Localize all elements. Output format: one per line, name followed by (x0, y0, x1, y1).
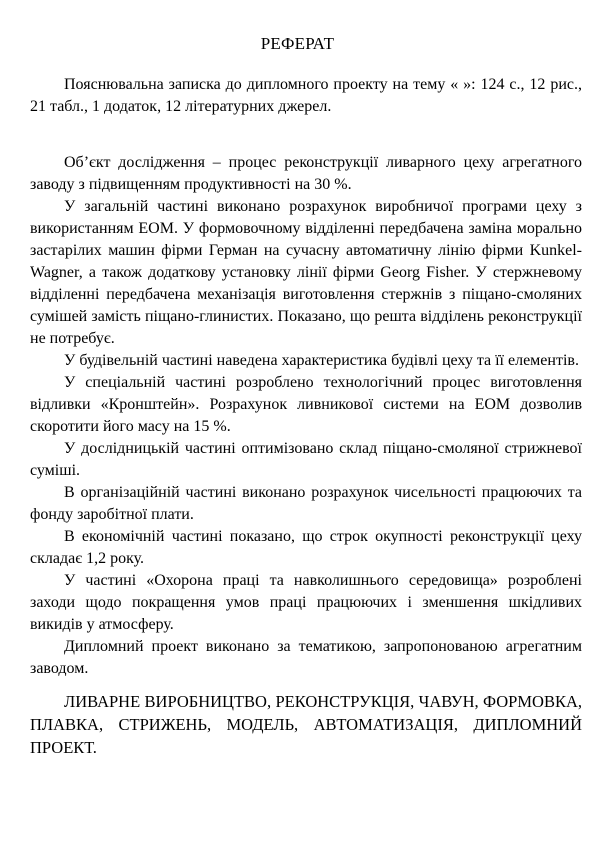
paragraph-economic-part: В економічній частині показано, що строк окупності реконструкції цеху складає 1,2 року. (30, 528, 582, 567)
paragraph-organizational-part: В організаційній частині виконано розрахунок чисельності працюючих та фонду заробітної плати. (30, 484, 582, 523)
keywords: ЛИВАРНЕ ВИРОБНИЦТВО, РЕКОНСТРУКЦІЯ, ЧАВУН, ФОРМОВКА, ПЛАВКА, СТРИЖЕНЬ, МОДЕЛЬ, АВТОМАТИЗАЦІЯ, ДИПЛОМНИЙ ПРОЕКТ. (30, 692, 582, 757)
paragraph-construction-part: У будівельній частині наведена характеристика будівлі цеху та її елементів. (64, 352, 579, 369)
intro-paragraph: Пояснювальна записка до дипломного проекту на тему « »: 124 с., 12 рис., 21 табл., 1 додаток, 12 літературних джерел. (30, 76, 582, 115)
abstract-body (30, 152, 582, 680)
paragraph-special-part: У спеціальній частині розроблено технологічний процес виготовлення відливки «Кронштейн». Розрахунок ливникової системи на ЕОМ дозволив скоротити його масу на 15 %. (30, 374, 582, 435)
paragraph-general-part: У загальній частині виконано розрахунок виробничої програми цеху з використанням ЕОМ. У формовочному відділенні передбачена заміна морально застарілих машин фірми Герман на сучасну автоматичну лінію фірми Kunkel-Wagner, а також додаткову установку лінії фірми Georg Fisher. У стержневому відділенні передбачена механізація виготовлення стержнів з піщано-смоляних сумішей замість піщано-глинистих. Показано, що решта відділень реконструкції не потребує. (30, 198, 582, 347)
paragraph-conclusion: Дипломний проект виконано за тематикою, запропонованою агрегатним заводом. (30, 638, 582, 677)
paragraph-safety-part: У частині «Охорона праці та навколишнього середовища» розроблені заходи щодо покращення умов праці працюючих і зменшення шкідливих викидів у атмосферу. (30, 572, 582, 633)
paragraph-object: Об’єкт дослідження – процес реконструкції ливарного цеху агрегатного заводу з підвищенням продуктивності на 30 %. (30, 154, 582, 193)
paragraph-research-part: У дослідницькій частині оптимізовано склад піщано-смоляної стрижневої суміші. (30, 440, 582, 479)
page-title: РЕФЕРАТ (260, 34, 335, 53)
